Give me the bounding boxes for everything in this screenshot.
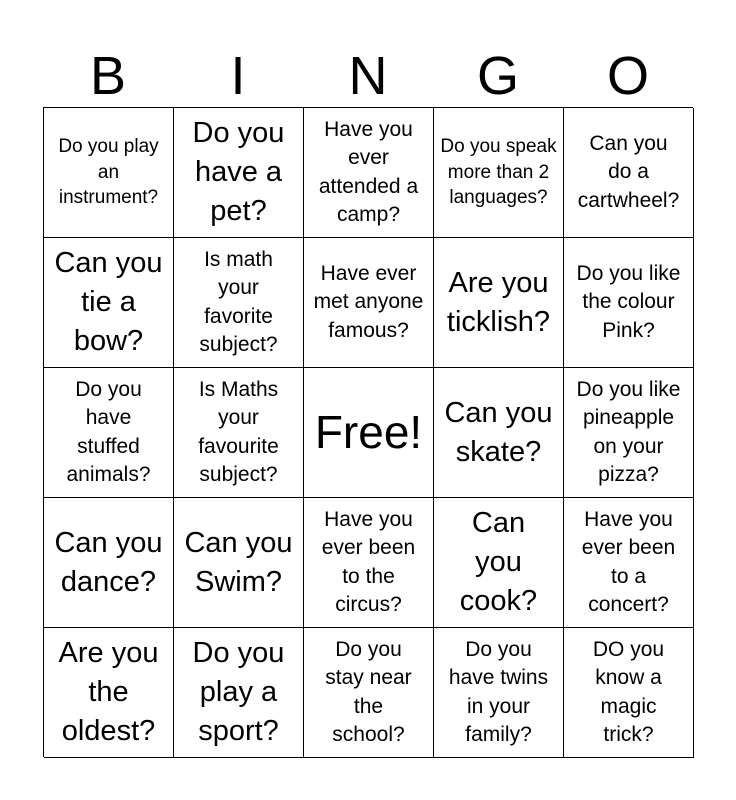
header-letter-g: G	[476, 46, 519, 106]
bingo-cell-text: Have you ever been to a concert?	[581, 508, 676, 616]
bingo-cell	[174, 498, 304, 628]
bingo-cell-text: Can you do a cartwheel?	[577, 132, 680, 212]
header-letter-o: O	[606, 46, 649, 106]
bingo-cell-text: Do you play a sport?	[192, 637, 285, 747]
bingo-cell-text: Do you have stuffed animals?	[66, 378, 151, 486]
bingo-cell-text: Have ever met anyone famous?	[313, 262, 424, 342]
bingo-cell	[564, 108, 694, 238]
bingo-cell-text: Can you cook?	[459, 507, 538, 617]
bingo-cell	[434, 238, 564, 368]
bingo-cell	[44, 498, 174, 628]
bingo-cell	[304, 628, 434, 758]
bingo-cell	[564, 238, 694, 368]
bingo-cell-text: Can you skate?	[444, 396, 553, 468]
bingo-cell	[44, 628, 174, 758]
bingo-cell-text: Can you tie a bow?	[54, 247, 163, 357]
bingo-cell-text: Do you speak more than 2 languages?	[440, 136, 557, 209]
bingo-cell-text: Do you like pineapple on your pizza?	[576, 378, 681, 486]
bingo-cell	[44, 238, 174, 368]
bingo-cell	[564, 498, 694, 628]
bingo-cell-text: Are you the oldest?	[58, 637, 159, 747]
bingo-cell-text: Is Maths your favourite subject?	[198, 378, 279, 486]
bingo-cell-text: Do you have a pet?	[192, 117, 285, 227]
bingo-cell-text: Do you have twins in your family?	[448, 638, 549, 746]
bingo-cell-text: Have you ever attended a camp?	[318, 118, 419, 226]
bingo-cell-free	[304, 368, 434, 498]
bingo-cell	[174, 628, 304, 758]
bingo-cell	[44, 368, 174, 498]
bingo-cell-text: Can you Swim?	[184, 526, 293, 598]
bingo-header	[43, 44, 693, 108]
bingo-cell	[174, 368, 304, 498]
bingo-cell-text: Can you dance?	[54, 526, 163, 598]
bingo-cell	[304, 238, 434, 368]
free-space-text: Free!	[314, 406, 423, 459]
bingo-cell	[564, 368, 694, 498]
bingo-cell	[434, 108, 564, 238]
bingo-cell	[434, 368, 564, 498]
bingo-cell	[304, 108, 434, 238]
bingo-cell-text: Is math your favorite subject?	[199, 248, 278, 356]
bingo-card-grid	[43, 107, 693, 757]
bingo-cell	[44, 108, 174, 238]
bingo-cell	[434, 498, 564, 628]
bingo-cell-text: Are you ticklish?	[446, 266, 551, 338]
bingo-cell-text: Do you play an instrument?	[58, 136, 159, 209]
header-letter-b: B	[89, 46, 127, 106]
bingo-cell	[304, 498, 434, 628]
bingo-cell-text: Do you like the colour Pink?	[576, 262, 681, 342]
bingo-cell	[174, 238, 304, 368]
bingo-cell	[564, 628, 694, 758]
bingo-cell-text: Do you stay near the school?	[325, 638, 412, 746]
bingo-cell-text: DO you know a magic trick?	[592, 638, 665, 746]
bingo-cell	[434, 628, 564, 758]
header-letter-n: N	[348, 46, 388, 106]
bingo-cell	[174, 108, 304, 238]
bingo-cell-text: Have you ever been to the circus?	[321, 508, 416, 616]
header-letter-i: I	[230, 46, 246, 106]
